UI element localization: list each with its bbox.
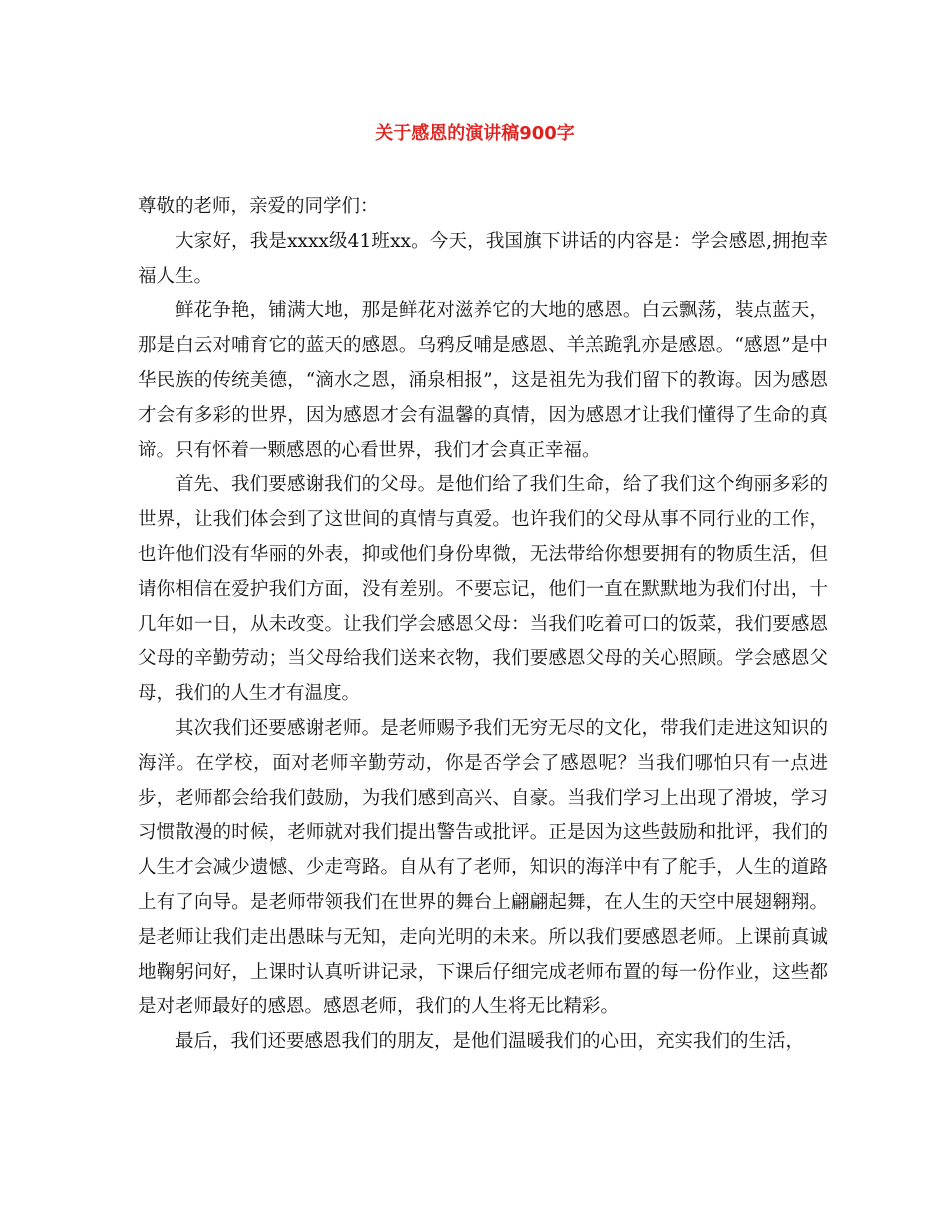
salutation: 尊敬的老师，亲爱的同学们： xyxy=(138,196,379,217)
paragraph-friends: 最后，我们还要感恩我们的朋友，是他们温暖我们的心田，充实我们的生活， xyxy=(175,1031,805,1053)
document-body xyxy=(138,190,828,1060)
paragraph-nature-gratitude: 鲜花争艳，铺满大地，那是鲜花对滋养它的大地的感恩。白云飘荡，装点蓝天，那是白云对哺育它的蓝天的感恩。乌鸦反哺是感恩、羊羔跪乳亦是感恩。“感恩”是中华民族的传统美德，“滴水之恩，涌泉相报”，这是祖先为我们留下的教诲。因为感恩才会有多彩的世界，因为感恩才会有温馨的真情，因为感恩才让我们懂得了生命的真谛。只有怀着一颗感恩的心看世界，我们才会真正幸福。 xyxy=(138,300,828,461)
paragraph-greeting: 大家好，我是xxxx级41班xx。今天，我国旗下讲话的内容是：学会感恩,拥抱幸福人生。 xyxy=(138,230,828,287)
document-title: 关于感恩的演讲稿900字 xyxy=(375,123,575,144)
paragraph-teachers: 其次我们还要感谢老师。是老师赐予我们无穷无尽的文化，带我们走进这知识的海洋。在学校，面对老师辛勤劳动，你是否学会了感恩呢？当我们哪怕只有一点进步，老师都会给我们鼓励，为我们感到高兴、自豪。当我们学习上出现了滑坡，学习习惯散漫的时候，老师就对我们提出警告或批评。正是因为这些鼓励和批评，我们的人生才会减少遗憾、少走弯路。自从有了老师，知识的海洋中有了舵手，人生的道路上有了向导。是老师带领我们在世界的舞台上翩翩起舞，在人生的天空中展翅翱翔。是老师让我们走出愚昧与无知，走向光明的未来。所以我们要感恩老师。上课前真诚地鞠躬问好，上课时认真听讲记录，下课后仔细完成老师布置的每一份作业，这些都是对老师最好的感恩。感恩老师，我们的人生将无比精彩。 xyxy=(138,717,828,1018)
paragraph-parents: 首先、我们要感谢我们的父母。是他们给了我们生命，给了我们这个绚丽多彩的世界，让我们体会到了这世间的真情与真爱。也许我们的父母从事不同行业的工作，也许他们没有华丽的外表，抑或他们身份卑微，无法带给你想要拥有的物质生活，但请你相信在爱护我们方面，没有差别。不要忘记，他们一直在默默地为我们付出，十几年如一日，从未改变。让我们学会感恩父母：当我们吃着可口的饭菜，我们要感恩父母的辛勤劳动；当父母给我们送来衣物，我们要感恩父母的关心照顾。学会感恩父母，我们的人生才有温度。 xyxy=(138,474,828,705)
